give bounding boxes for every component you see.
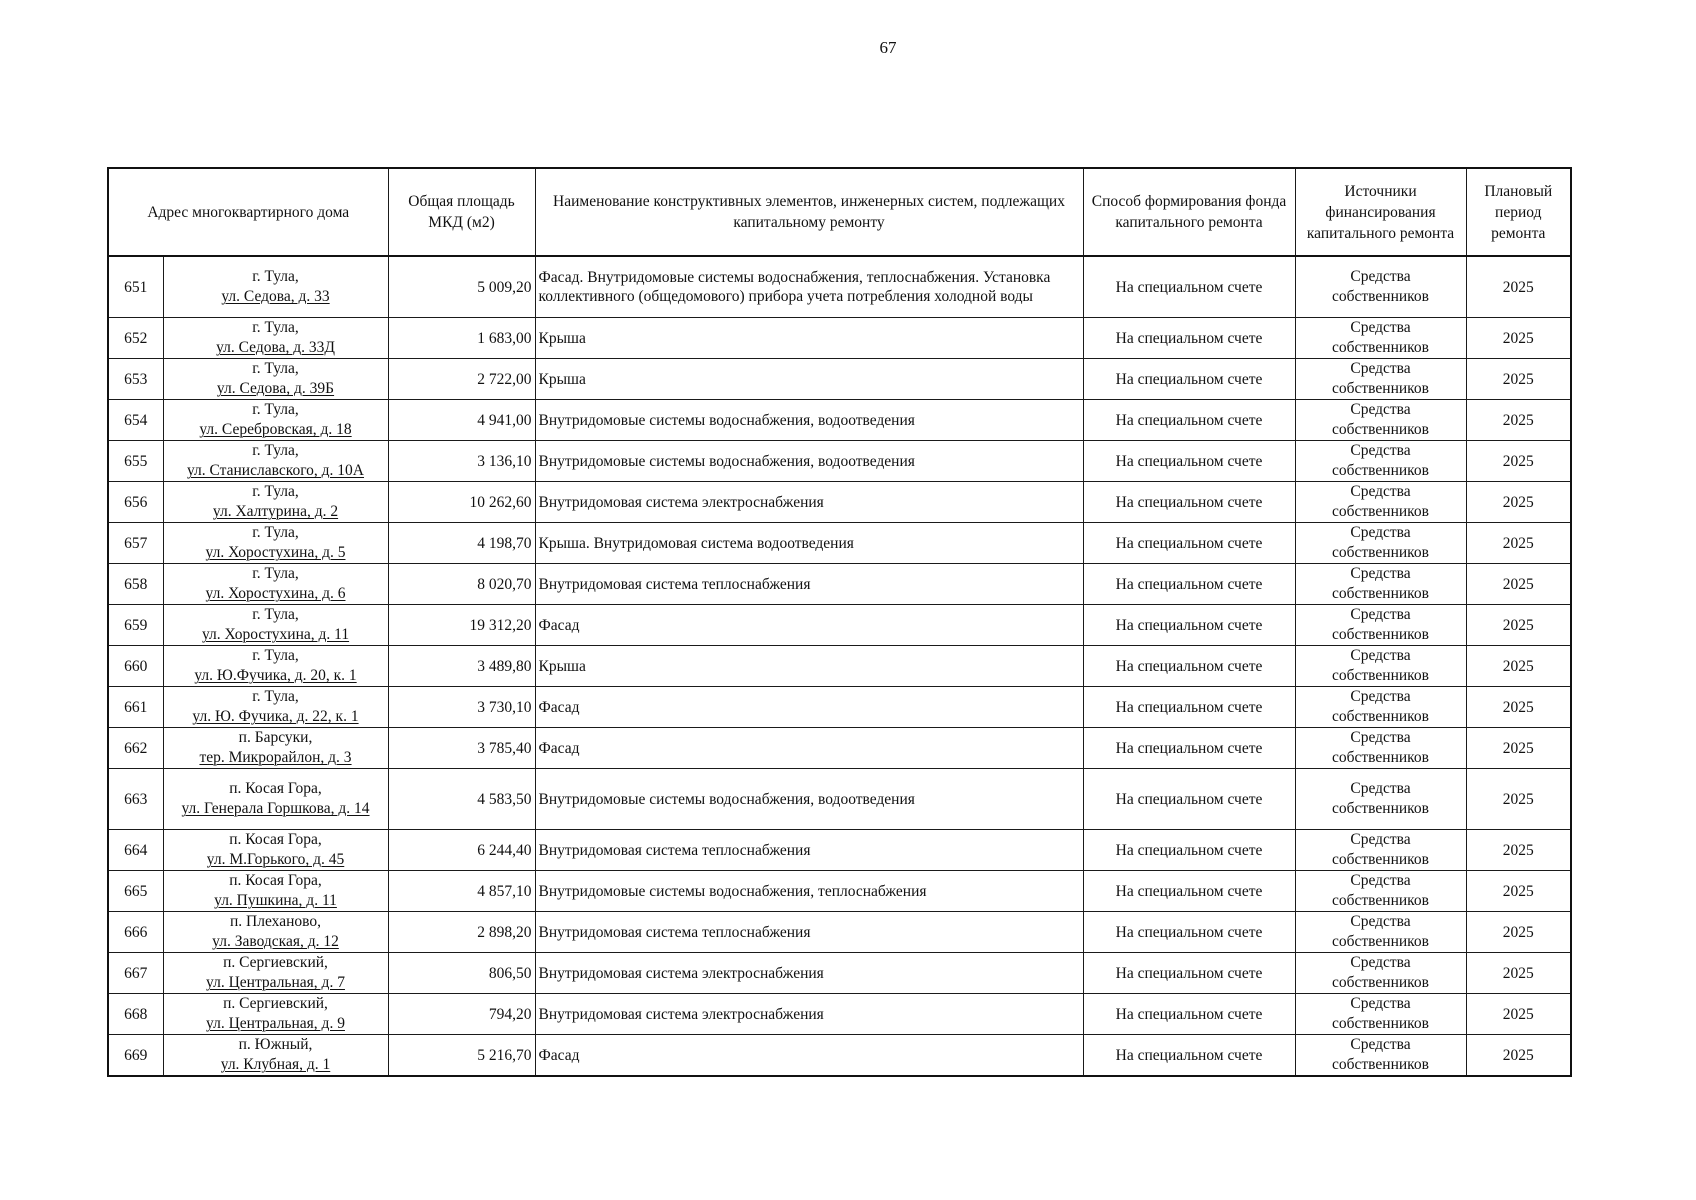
table-row <box>108 1035 1571 1077</box>
row-method: На специальном счете <box>1083 318 1295 359</box>
source-line-1: Средства <box>1350 401 1411 418</box>
row-area: 5 216,70 <box>388 1035 535 1077</box>
source-line-2: собственников <box>1332 380 1429 397</box>
row-year: 2025 <box>1466 318 1571 359</box>
header-area: Общая площадь МКД (м2) <box>388 168 535 256</box>
source-line-2: собственников <box>1332 933 1429 950</box>
source-line-2: собственников <box>1332 667 1429 684</box>
row-address <box>163 523 388 564</box>
address-street: ул. Генерала Горшкова, д. 14 <box>181 800 370 817</box>
row-method: На специальном счете <box>1083 256 1295 318</box>
row-elements: Крыша <box>535 318 1083 359</box>
address-locality: г. Тула, <box>252 606 299 623</box>
address-street: ул. Хоростухина, д. 6 <box>205 585 346 602</box>
source-line-1: Средства <box>1350 483 1411 500</box>
row-elements: Фасад <box>535 728 1083 769</box>
row-method: На специальном счете <box>1083 830 1295 871</box>
row-source <box>1295 400 1466 441</box>
row-method: На специальном счете <box>1083 912 1295 953</box>
table-row <box>108 953 1571 994</box>
source-line-2: собственников <box>1332 851 1429 868</box>
address-locality: п. Косая Гора, <box>229 872 322 889</box>
source-line-1: Средства <box>1350 524 1411 541</box>
row-method: На специальном счете <box>1083 953 1295 994</box>
row-number: 667 <box>108 953 163 994</box>
source-line-1: Средства <box>1350 688 1411 705</box>
row-elements: Крыша <box>535 646 1083 687</box>
row-source <box>1295 256 1466 318</box>
row-source <box>1295 646 1466 687</box>
row-area: 6 244,40 <box>388 830 535 871</box>
source-line-2: собственников <box>1332 708 1429 725</box>
row-number: 655 <box>108 441 163 482</box>
table-row <box>108 256 1571 318</box>
repair-program-table <box>107 167 1572 1077</box>
table-row <box>108 687 1571 728</box>
source-line-2: собственников <box>1332 892 1429 909</box>
row-method: На специальном счете <box>1083 400 1295 441</box>
row-method: На специальном счете <box>1083 1035 1295 1077</box>
row-area: 3 136,10 <box>388 441 535 482</box>
row-elements: Крыша <box>535 359 1083 400</box>
row-address <box>163 994 388 1035</box>
source-line-2: собственников <box>1332 462 1429 479</box>
table-row <box>108 646 1571 687</box>
row-elements: Фасад <box>535 687 1083 728</box>
source-line-2: собственников <box>1332 626 1429 643</box>
row-year: 2025 <box>1466 912 1571 953</box>
row-address <box>163 400 388 441</box>
row-source <box>1295 830 1466 871</box>
row-method: На специальном счете <box>1083 605 1295 646</box>
row-method: На специальном счете <box>1083 482 1295 523</box>
table-row <box>108 912 1571 953</box>
source-line-2: собственников <box>1332 1015 1429 1032</box>
row-area: 4 941,00 <box>388 400 535 441</box>
address-street: ул. Ю.Фучика, д. 20, к. 1 <box>194 667 357 684</box>
table-body <box>108 256 1571 1076</box>
source-line-1: Средства <box>1350 268 1411 285</box>
row-elements: Внутридомовые системы водоснабжения, водоотведения <box>535 441 1083 482</box>
address-street: ул. Хоростухина, д. 11 <box>201 626 350 643</box>
address-locality: г. Тула, <box>252 565 299 582</box>
row-number: 664 <box>108 830 163 871</box>
table-row <box>108 441 1571 482</box>
table-row <box>108 523 1571 564</box>
row-method: На специальном счете <box>1083 359 1295 400</box>
row-year: 2025 <box>1466 256 1571 318</box>
row-number: 661 <box>108 687 163 728</box>
address-street: ул. Седова, д. 33Д <box>216 339 335 356</box>
row-number: 651 <box>108 256 163 318</box>
row-area: 8 020,70 <box>388 564 535 605</box>
address-street: ул. Седова, д. 39Б <box>216 380 335 397</box>
row-number: 665 <box>108 871 163 912</box>
address-street: ул. Серебровская, д. 18 <box>199 421 352 438</box>
header-period: Плановый период ремонта <box>1466 168 1571 256</box>
row-year: 2025 <box>1466 646 1571 687</box>
address-locality: г. Тула, <box>252 360 299 377</box>
row-elements: Внутридомовые системы водоснабжения, водоотведения <box>535 769 1083 830</box>
source-line-2: собственников <box>1332 288 1429 305</box>
table-row <box>108 482 1571 523</box>
row-area: 4 583,50 <box>388 769 535 830</box>
address-locality: п. Косая Гора, <box>229 780 322 797</box>
row-area: 3 785,40 <box>388 728 535 769</box>
address-street: ул. Клубная, д. 1 <box>220 1056 331 1073</box>
row-address <box>163 482 388 523</box>
source-line-2: собственников <box>1332 544 1429 561</box>
source-line-2: собственников <box>1332 974 1429 991</box>
row-number: 653 <box>108 359 163 400</box>
row-number: 654 <box>108 400 163 441</box>
row-number: 668 <box>108 994 163 1035</box>
source-line-1: Средства <box>1350 442 1411 459</box>
table-row <box>108 769 1571 830</box>
address-locality: г. Тула, <box>252 647 299 664</box>
source-line-1: Средства <box>1350 954 1411 971</box>
row-number: 656 <box>108 482 163 523</box>
row-area: 4 857,10 <box>388 871 535 912</box>
row-area: 10 262,60 <box>388 482 535 523</box>
row-elements: Фасад. Внутридомовые системы водоснабжения, теплоснабжения. Установка коллективного (общедомового) прибора учета потребления холодной воды <box>535 256 1083 318</box>
row-area: 2 898,20 <box>388 912 535 953</box>
row-elements: Фасад <box>535 605 1083 646</box>
row-address <box>163 359 388 400</box>
row-method: На специальном счете <box>1083 769 1295 830</box>
table-row <box>108 605 1571 646</box>
address-street: тер. Микрорайлон, д. 3 <box>199 749 352 766</box>
row-address <box>163 318 388 359</box>
row-year: 2025 <box>1466 728 1571 769</box>
row-number: 659 <box>108 605 163 646</box>
row-source <box>1295 482 1466 523</box>
row-method: На специальном счете <box>1083 441 1295 482</box>
row-year: 2025 <box>1466 441 1571 482</box>
row-number: 669 <box>108 1035 163 1077</box>
source-line-1: Средства <box>1350 995 1411 1012</box>
row-elements: Фасад <box>535 1035 1083 1077</box>
source-line-1: Средства <box>1350 647 1411 664</box>
row-address <box>163 687 388 728</box>
address-locality: г. Тула, <box>252 483 299 500</box>
row-source <box>1295 318 1466 359</box>
row-area: 5 009,20 <box>388 256 535 318</box>
row-address <box>163 830 388 871</box>
address-street: ул. Центральная, д. 7 <box>206 974 345 991</box>
address-street: ул. Седова, д. 33 <box>221 288 330 305</box>
source-line-1: Средства <box>1350 913 1411 930</box>
row-year: 2025 <box>1466 687 1571 728</box>
row-source <box>1295 871 1466 912</box>
address-locality: г. Тула, <box>252 524 299 541</box>
source-line-2: собственников <box>1332 339 1429 356</box>
address-locality: г. Тула, <box>252 688 299 705</box>
address-locality: п. Сергиевский, <box>223 995 328 1012</box>
row-source <box>1295 441 1466 482</box>
source-line-2: собственников <box>1332 749 1429 766</box>
row-area: 1 683,00 <box>388 318 535 359</box>
row-source <box>1295 912 1466 953</box>
table-row <box>108 400 1571 441</box>
address-locality: г. Тула, <box>252 268 299 285</box>
source-line-1: Средства <box>1350 360 1411 377</box>
row-elements: Внутридомовая система электроснабжения <box>535 994 1083 1035</box>
source-line-1: Средства <box>1350 565 1411 582</box>
table-row <box>108 871 1571 912</box>
row-number: 660 <box>108 646 163 687</box>
row-elements: Крыша. Внутридомовая система водоотведения <box>535 523 1083 564</box>
row-address <box>163 441 388 482</box>
row-number: 657 <box>108 523 163 564</box>
table-row <box>108 359 1571 400</box>
row-year: 2025 <box>1466 564 1571 605</box>
row-address <box>163 605 388 646</box>
row-method: На специальном счете <box>1083 728 1295 769</box>
source-line-2: собственников <box>1332 503 1429 520</box>
source-line-1: Средства <box>1350 872 1411 889</box>
row-year: 2025 <box>1466 871 1571 912</box>
address-street: ул. М.Горького, д. 45 <box>206 851 345 868</box>
address-locality: г. Тула, <box>252 319 299 336</box>
row-elements: Внутридомовые системы водоснабжения, водоотведения <box>535 400 1083 441</box>
address-locality: г. Тула, <box>252 401 299 418</box>
row-source <box>1295 994 1466 1035</box>
source-line-2: собственников <box>1332 800 1429 817</box>
address-locality: г. Тула, <box>252 442 299 459</box>
row-number: 666 <box>108 912 163 953</box>
row-method: На специальном счете <box>1083 564 1295 605</box>
row-method: На специальном счете <box>1083 523 1295 564</box>
source-line-1: Средства <box>1350 729 1411 746</box>
header-address: Адрес многоквартирного дома <box>108 168 388 256</box>
source-line-2: собственников <box>1332 421 1429 438</box>
row-elements: Внутридомовая система теплоснабжения <box>535 830 1083 871</box>
row-elements: Внутридомовые системы водоснабжения, теплоснабжения <box>535 871 1083 912</box>
row-number: 663 <box>108 769 163 830</box>
row-year: 2025 <box>1466 605 1571 646</box>
row-source <box>1295 769 1466 830</box>
source-line-1: Средства <box>1350 780 1411 797</box>
source-line-2: собственников <box>1332 1056 1429 1073</box>
row-address <box>163 564 388 605</box>
address-locality: п. Косая Гора, <box>229 831 322 848</box>
address-locality: п. Барсуки, <box>238 729 313 746</box>
row-year: 2025 <box>1466 830 1571 871</box>
table-row <box>108 564 1571 605</box>
row-elements: Внутридомовая система теплоснабжения <box>535 564 1083 605</box>
row-area: 3 489,80 <box>388 646 535 687</box>
table-row <box>108 318 1571 359</box>
address-street: ул. Хоростухина, д. 5 <box>205 544 346 561</box>
row-elements: Внутридомовая система теплоснабжения <box>535 912 1083 953</box>
address-locality: п. Сергиевский, <box>223 954 328 971</box>
row-source <box>1295 687 1466 728</box>
row-area: 806,50 <box>388 953 535 994</box>
row-address <box>163 646 388 687</box>
header-elements: Наименование конструктивных элементов, инженерных систем, подлежащих капитальному ремонту <box>535 168 1083 256</box>
row-source <box>1295 523 1466 564</box>
row-address <box>163 871 388 912</box>
row-year: 2025 <box>1466 994 1571 1035</box>
row-source <box>1295 564 1466 605</box>
row-elements: Внутридомовая система электроснабжения <box>535 953 1083 994</box>
row-method: На специальном счете <box>1083 646 1295 687</box>
row-elements: Внутридомовая система электроснабжения <box>535 482 1083 523</box>
row-address <box>163 728 388 769</box>
row-year: 2025 <box>1466 359 1571 400</box>
source-line-1: Средства <box>1350 606 1411 623</box>
row-address <box>163 256 388 318</box>
row-number: 658 <box>108 564 163 605</box>
row-number: 652 <box>108 318 163 359</box>
source-line-1: Средства <box>1350 319 1411 336</box>
row-year: 2025 <box>1466 400 1571 441</box>
row-method: На специальном счете <box>1083 994 1295 1035</box>
address-street: ул. Заводская, д. 12 <box>212 933 339 950</box>
row-year: 2025 <box>1466 523 1571 564</box>
row-area: 19 312,20 <box>388 605 535 646</box>
row-year: 2025 <box>1466 953 1571 994</box>
address-locality: п. Южный, <box>238 1036 313 1053</box>
source-line-1: Средства <box>1350 1036 1411 1053</box>
row-method: На специальном счете <box>1083 871 1295 912</box>
table-row <box>108 728 1571 769</box>
header-source: Источники финансирования капитального ремонта <box>1295 168 1466 256</box>
table-row <box>108 830 1571 871</box>
row-address <box>163 953 388 994</box>
address-locality: п. Плеханово, <box>230 913 321 930</box>
row-address <box>163 1035 388 1077</box>
header-method: Способ формирования фонда капитального ремонта <box>1083 168 1295 256</box>
address-street: ул. Халтурина, д. 2 <box>212 503 339 520</box>
row-address <box>163 912 388 953</box>
row-method: На специальном счете <box>1083 687 1295 728</box>
address-street: ул. Центральная, д. 9 <box>206 1015 345 1032</box>
address-street: ул. Ю. Фучика, д. 22, к. 1 <box>192 708 359 725</box>
row-area: 4 198,70 <box>388 523 535 564</box>
row-year: 2025 <box>1466 769 1571 830</box>
address-street: ул. Пушкина, д. 11 <box>214 892 337 909</box>
table-header-row <box>108 168 1571 256</box>
row-area: 794,20 <box>388 994 535 1035</box>
row-address <box>163 769 388 830</box>
source-line-1: Средства <box>1350 831 1411 848</box>
page-number: 67 <box>879 38 897 57</box>
row-source <box>1295 1035 1466 1077</box>
row-year: 2025 <box>1466 482 1571 523</box>
row-source <box>1295 728 1466 769</box>
table-row <box>108 994 1571 1035</box>
row-number: 662 <box>108 728 163 769</box>
row-year: 2025 <box>1466 1035 1571 1077</box>
row-source <box>1295 605 1466 646</box>
row-source <box>1295 953 1466 994</box>
row-area: 3 730,10 <box>388 687 535 728</box>
address-street: ул. Станиславского, д. 10А <box>186 462 365 479</box>
row-area: 2 722,00 <box>388 359 535 400</box>
source-line-2: собственников <box>1332 585 1429 602</box>
row-source <box>1295 359 1466 400</box>
